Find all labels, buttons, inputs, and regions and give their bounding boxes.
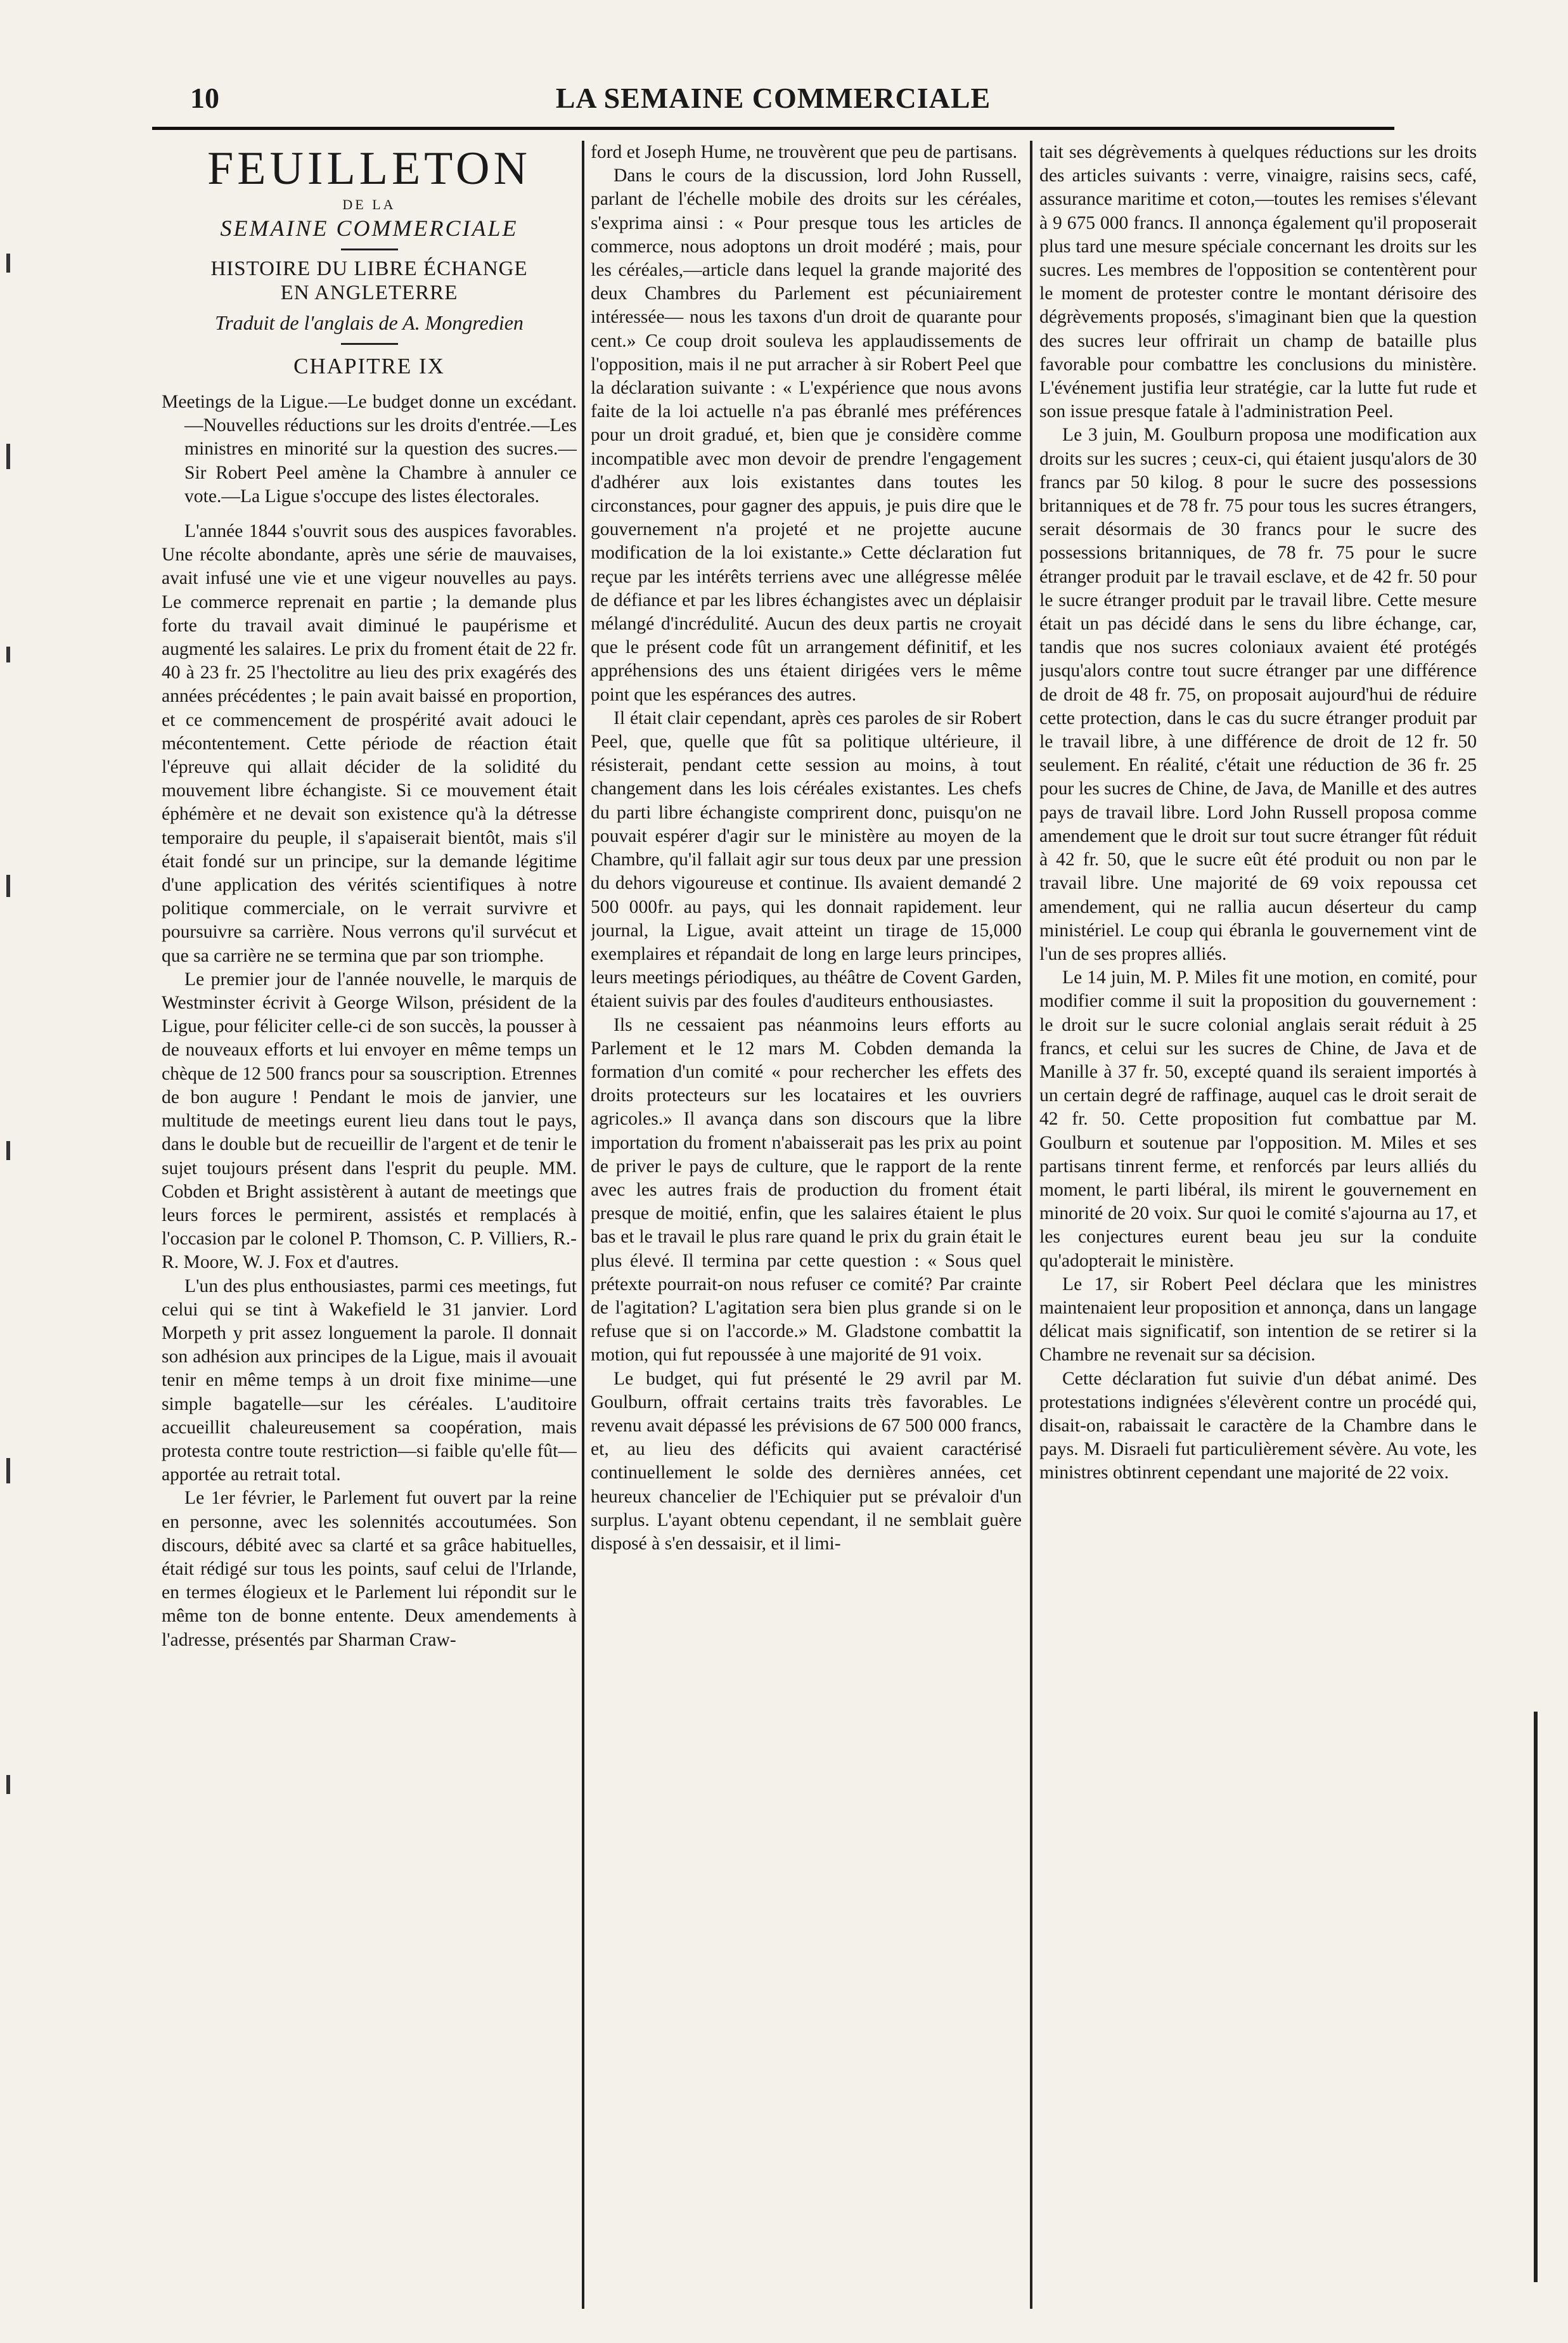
header-rule: [152, 127, 1394, 130]
short-rule: [341, 343, 398, 345]
column-3: [1039, 141, 1477, 2309]
paragraph: L'année 1844 s'ouvrit sous des auspices favorables. Une récolte abondante, après une série de mauvaises, avait infusé une vie et une vigeur nouvelles au pays. Le commerce reprenait en partie ; la demande plus forte du travail avait diminué le paupérisme et augmenté les salaires. Le prix du froment était de 22 fr. 40 à 23 fr. 25 l'hectolitre au lieu des prix exagérés des années précédentes ; le pain avait baissé en proportion, et ce commencement de prospérité avait adouci le mécontentement. Cette période de réaction était l'épreuve qui allait décider de la solidité du mouvement libre échangiste. Si ce mouvement était éphémère et ne devait son existence qu'à la détresse temporaire du peuple, il s'apaiserait bientôt, mais s'il était fondé sur un principe, sur la demande légitime d'une application des vérités scientifiques à notre politique commerciale, on le verrait survivre et poursuivre sa carrière. Nous verrons qu'il survécut et que sa carrière ne se termina que par son triomphe.: [162, 521, 577, 966]
paragraph: L'un des plus enthousiastes, parmi ces meetings, fut celui qui se tint à Wakefield le 31 janvier. Lord Morpeth y prit assez longuement la parole. Il donnait son adhésion aux principes de la Ligue, mais il avouait tenir en même temps à un droit fixe minime—une simple bagatelle—sur les céréales. L'auditoire accueillit chaleureusement sa coopération, mais protesta contre toute restriction—si faible qu'elle fût—apportée au retrait total.: [162, 1275, 577, 1485]
page-header: [152, 75, 1394, 132]
paragraph: ford et Joseph Hume, ne trouvèrent que peu de partisans.: [591, 142, 1018, 162]
scan-margin-marks: [6, 254, 19, 2029]
column-1: [162, 141, 577, 2309]
chapter-heading: CHAPITRE IX: [293, 354, 445, 378]
short-rule: [341, 248, 398, 250]
book-title-line1: HISTOIRE DU LIBRE ÉCHANGE: [210, 257, 528, 280]
paragraph: Il était clair cependant, après ces paroles de sir Robert Peel, que, quelle que fût sa politique ultérieure, il résisterait, pendant cette session au moins, à tout changement dans les lois céréales existantes. Les chefs du parti libre échangiste comprirent donc, puisqu'on ne pouvait espérer d'agir sur le ministère au moyen de la Chambre, qu'il fallait agir sur tous deux par une pression du dehors vigoureuse et continue. Ils avaient demandé 2 500 000fr. au pays, qui les donnait rapidement. leur journal, la Ligue, avait atteint un tirage de 15,000 exemplaires et répandait de long en large leurs principes, leurs meetings périodiques, au théâtre de Covent Garden, étaient suivis par des foules d'auditeurs enthousiastes.: [591, 707, 1022, 1012]
paragraph: Le 1er février, le Parlement fut ouvert par la reine en personne, avec les solennités accoutumées. Son discours, débité avec sa clarté et sa grâce habituelles, était rédigé sur tous les points, sauf celui de l'Irlande, en termes élogieux et le Parlement lui répondit sur le même ton de bonne entente. Deux amendements à l'adresse, présentés par Sharman Craw-: [162, 1488, 577, 1650]
paragraph: Le 17, sir Robert Peel déclara que les ministres maintenaient leur proposition et annonça, dans un langage délicat mais significatif, son intention de se retirer si la Chambre ne revenait sur sa décision.: [1039, 1274, 1477, 1365]
paragraph: Le budget, qui fut présenté le 29 avril par M. Goulburn, offrait certains traits très favorables. Le revenu avait dépassé les prévisions de 67 500 000 francs, et, au lieu des déficits qui avaient caractérisé continuellement le solde des dernières années, cet heureux chancelier de l'Echiquier put se prévaloir d'un surplus. L'ayant obtenu cependant, il ne semblait guère disposé à s'en dessaisir, et il limi-: [591, 1368, 1022, 1554]
paragraph: Le 3 juin, M. Goulburn proposa une modification aux droits sur les sucres ; ceux-ci, qui étaient jusqu'alors de 30 francs par 50 kilog. 8 pour le sucre des possessions britanniques et de 78 fr. 75 pour tous les sucres étrangers, serait désormais de 30 francs pour le sucre des possessions britanniques, de 78 fr. 75 pour le sucre étranger produit par le travail esclave, et de 42 fr. 50 pour le sucre étranger produit par le travail libre. Cette mesure était un pas décidé dans le sens du libre échange, car, tandis que nos sucres coloniaux avaient été protégés jusqu'alors contre tout sucre étranger par une différence de droit de 48 fr. 75, on proposait aujourd'hui de réduire cette protection, dans le cas du sucre étranger produit par le travail libre, à une différence de droit de 12 fr. 50 seulement. En réalité, c'était une réduction de 36 fr. 25 pour les sucres de Chine, de Java, de Manille et des autres pays de travail libre. Lord John Russell proposa comme amendement que le droit sur tout sucre étranger fût réduit à 42 fr. 50, que le sucre eût été produit ou non par le travail libre. Une majorité de 69 voix repoussa cet amendement, qui ne rallia aucun déserteur du camp ministériel. Le coup qui ébranla le gouvernement vint de l'un de ses propres alliés.: [1039, 425, 1477, 964]
book-title-line2: EN ANGLETERRE: [280, 281, 458, 304]
paragraph: Le premier jour de l'année nouvelle, le marquis de Westminster écrivit à George Wilson, président de la Ligue, pour féliciter celle-ci de son succès, la pousser à de nouveaux efforts et lui envoyer en même temps un chèque de 12 500 francs pour sa souscription. Etrennes de bon augure ! Pendant le mois de janvier, une multitude de meetings eurent lieu dans tout le pays, dans le double but de recueillir de l'argent et de tenir le sujet toujours présent dans l'esprit du peuple. MM. Cobden et Bright assistèrent à autant de meetings que leurs forces le permirent, assistés et remplacés à l'occasion par le colonel P. Thomson, C. P. Villiers, R.-R. Moore, W. J. Fox et d'autres.: [162, 969, 577, 1273]
paragraph: Cette déclaration fut suivie d'un débat animé. Des protestations indignées s'élevèrent contre un procédé qui, disait-on, rabaissait le caractère de la Chambre dans le pays. M. Disraeli fut particulièrement sévère. Au vote, les ministres obtinrent cependant une majorité de 22 voix.: [1039, 1368, 1477, 1483]
translator-credit: Traduit de l'anglais de A. Mongredien: [215, 311, 524, 334]
paragraph: Ils ne cessaient pas néanmoins leurs efforts au Parlement et le 12 mars M. Cobden demanda la formation d'un comité « pour rechercher les effets des droits protecteurs sur les locataires et les ouvriers agricoles.» Il avança dans son discours que la libre importation du froment n'abaisserait pas les prix au point de priver le pays de culture, que le rapport de la rente avec les autres frais de production du froment était presque de moitié, enfin, que les salaires étaient le plus bas et le travail le plus rare quand le prix du grain était le plus élevé. Il termina par cette question : « Sous quel prétexte pourrait-on nous refuser ce comité? Par crainte de l'agitation? L'agitation sera bien plus grande si on le refuse que si on l'accorde.» M. Gladstone combattit la motion, qui fut repoussée à une majorité de 91 voix.: [591, 1014, 1022, 1365]
feuilleton-de-la: DE LA: [342, 197, 396, 212]
paragraph: Dans le cours de la discussion, lord John Russell, parlant de l'échelle mobile des droits sur les céréales, s'exprima ainsi : « Pour presque tous les articles de commerce, nous adoptons un droit modéré ; mais, pour les céréales,—article dans lequel la grande majorité des deux Chambres du Parlement est pécuniairement intéressée— nous les taxons d'un droit de quarante pour cent.» Ce coup droit souleva les applaudissements de l'opposition, mais il ne put arracher à sir Robert Peel que la déclaration suivante : « L'expérience que nous avons faite de la loi actuelle n'a pas ébranlé mes préférences pour un droit gradué, et, bien que je considère comme incompatible avec mon devoir de prendre l'engagement d'adhérer aux lois existantes dans toutes les circonstances, pour gagner des appuis, je puis dire que le gouvernement n'a projeté et ne projette aucune modification de la loi existante.» Cette déclaration fut reçue par les intérêts terriens avec une allégresse mêlée de défiance et par les libres échangistes avec un déplaisir mélangé d'incrédulité. Aucun des deux partis ne croyait que le présent code fût un arrangement définitif, et les appréhensions des uns étaient dirigées vers le même point que les espérances des autres.: [591, 165, 1022, 705]
page-number: 10: [190, 82, 219, 114]
paragraph: Le 14 juin, M. P. Miles fit une motion, en comité, pour modifier comme il suit la proposition du gouvernement : le droit sur le sucre colonial anglais serait réduit à 25 francs, et celui sur les sucres de Chine, de Java et de Manille à 37 fr. 50, excepté quand ils seraient importés à un certain degré de raffinage, auquel cas le droit serait de 42 fr. 50. Cette proposition fut combattue par M. Goulburn et soutenue par l'opposition. M. Miles et ses partisans tinrent ferme, et renforcés par leurs alliés du moment, le parti libéral, ils mirent le gouvernement en minorité de 20 voix. Sur quoi le comité s'ajourna au 17, et les conjectures eurent beau jeu sur la conduite qu'adopterait le ministère.: [1039, 967, 1477, 1271]
column-separator: [582, 141, 584, 2309]
feuilleton-publication: SEMAINE COMMERCIALE: [220, 216, 518, 241]
feuilleton-title: FEUILLETON: [207, 143, 531, 195]
column-separator: [1030, 141, 1032, 2309]
binding-edge: [1534, 1712, 1563, 2282]
column-2: [591, 141, 1022, 2309]
running-title: LA SEMAINE COMMERCIALE: [555, 82, 991, 114]
chapter-summary: Meetings de la Ligue.—Le budget donne un excédant.—Nouvelles réductions sur les droits d'entrée.—Les ministres en minorité sur la question des sucres.—Sir Robert Peel amène la Chambre à annuler ce vote.—La Ligue s'occupe des listes électorales.: [162, 392, 577, 507]
paragraph: tait ses dégrèvements à quelques réductions sur les droits des articles suivants : verre, vinaigre, raisins secs, café, assurance maritime et coton,—toutes les remises s'élevant à 9 675 000 francs. Il annonça également qu'il proposerait plus tard une mesure spéciale concernant les droits sur les sucres. Les membres de l'opposition se contentèrent pour le moment de protester contre le montant dérisoire des dégrèvements proposés, s'imaginant bien que la question des sucres leur offrirait un champ de bataille plus favorable pour combattre les conclusions du ministère. L'événement justifia leur stratégie, car la lutte fut rude et son issue presque fatale à l'administration Peel.: [1039, 142, 1477, 422]
